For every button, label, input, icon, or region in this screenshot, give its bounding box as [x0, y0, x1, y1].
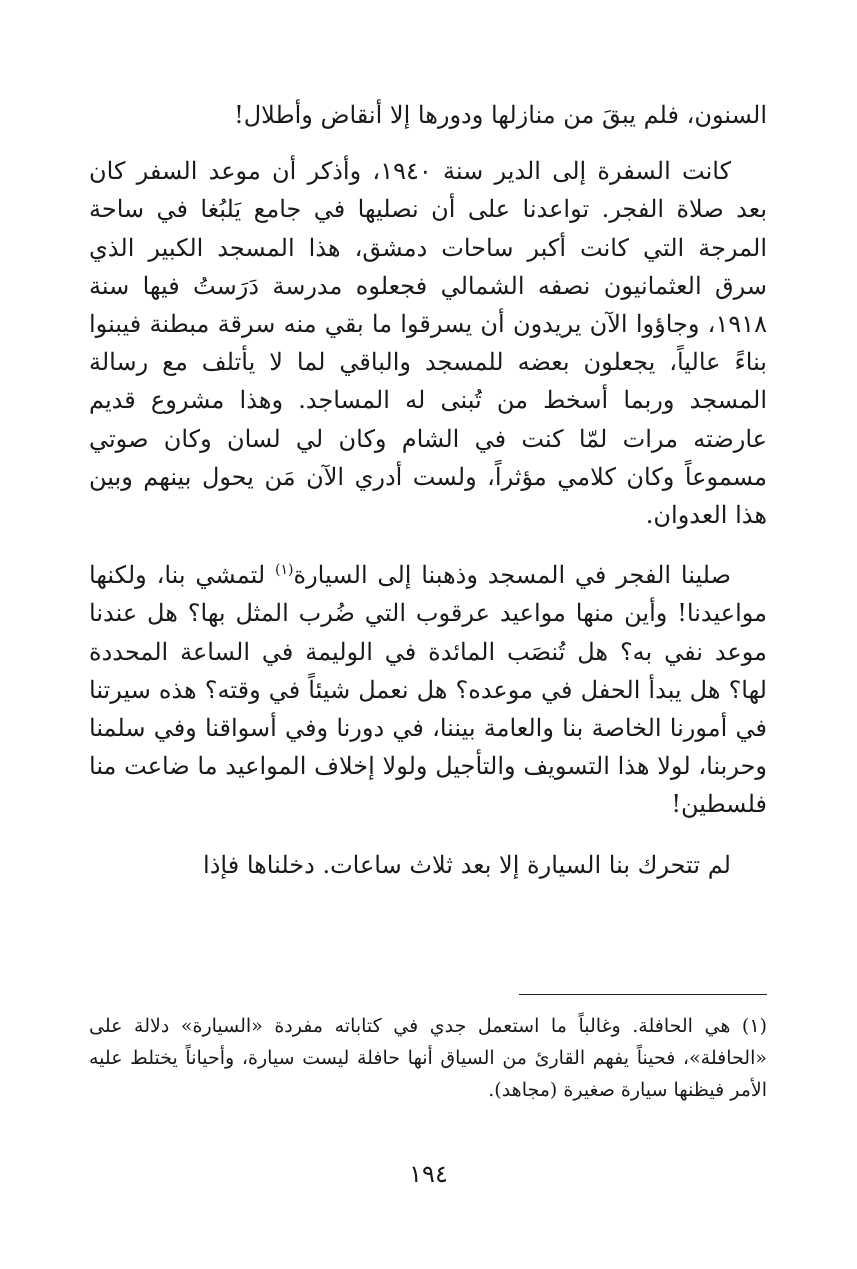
page-body [89, 96, 767, 906]
paragraph-3-continuation: لتمشي بنا، [146, 561, 276, 590]
paragraph-1: السنون، فلم يبقَ من منازلها ودورها إلا أنقاض وأطلال! [234, 101, 767, 129]
footnote: (١) هي الحافلة. وغالباً ما استعمل جدي في كتاباته مفردة «السيارة» دلالة على «الحافلة»، فحيناً يفهم القارئ من السياق أنها حافلة ليست سيارة، وأحياناً يختلط عليه الأمر فيظنها سيارة صغيرة (مجاهد). [89, 1015, 767, 1101]
paragraph-3-rest: ولكنها مواعيدنا! وأين منها مواعيد عرقوب التي ضُرب المثل بها؟ هل عندنا موعد نفي به؟ هل تُنصَب المائدة في الوليمة في الساعة المحددة لها؟ هل يبدأ الحفل في موعده؟ هل نعمل شيئاً في وقته؟ هذه سيرتنا في أمورنا الخاصة بنا والعامة بيننا، في دورنا وفي أسواقنا وفي سلمنا وحربنا، لولا هذا التسويف والتأجيل ولولا إخلاف المواعيد ما ضاعت منا فلسطين! [89, 561, 767, 819]
paragraph-2: كانت السفرة إلى الدير سنة ١٩٤٠، وأذكر أن موعد السفر كان بعد صلاة الفجر. تواعدنا على أن نصليها في جامع يَلبُغا في ساحة المرجة التي كانت أكبر ساحات دمشق، هذا المسجد الكبير الذي سرق العثمانيون نصفه الشمالي فجعلوه مدرسة دَرَستُ فيها سنة ١٩١٨، وجاؤوا الآن يريدون أن يسرقوا ما بقي منه سرقة مبطنة فيبنوا بناءً عالياً، يجعلون بعضه للمسجد والباقي لما لا يأتلف مع رسالة المسجد وربما أسخط من تُبنى له المساجد. وهذا مشروع قديم عارضته مرات لمّا كنت في الشام وكان لي لسان وكان صوتي مسموعاً وكان كلامي مؤثراً، ولست أدري الآن مَن يحول بينهم وبين هذا العدوان. [89, 157, 767, 530]
paragraph-3-start: صلينا الفجر في المسجد وذهبنا إلى السيارة [293, 561, 732, 590]
page-number: ١٩٤ [409, 1160, 448, 1188]
paragraph-4: لم تتحرك بنا السيارة إلا بعد ثلاث ساعات. دخلناها فإذا [203, 850, 731, 879]
paragraph-3 [89, 556, 767, 823]
footnote-divider [519, 994, 767, 995]
footnote-reference: (١) [275, 562, 294, 579]
